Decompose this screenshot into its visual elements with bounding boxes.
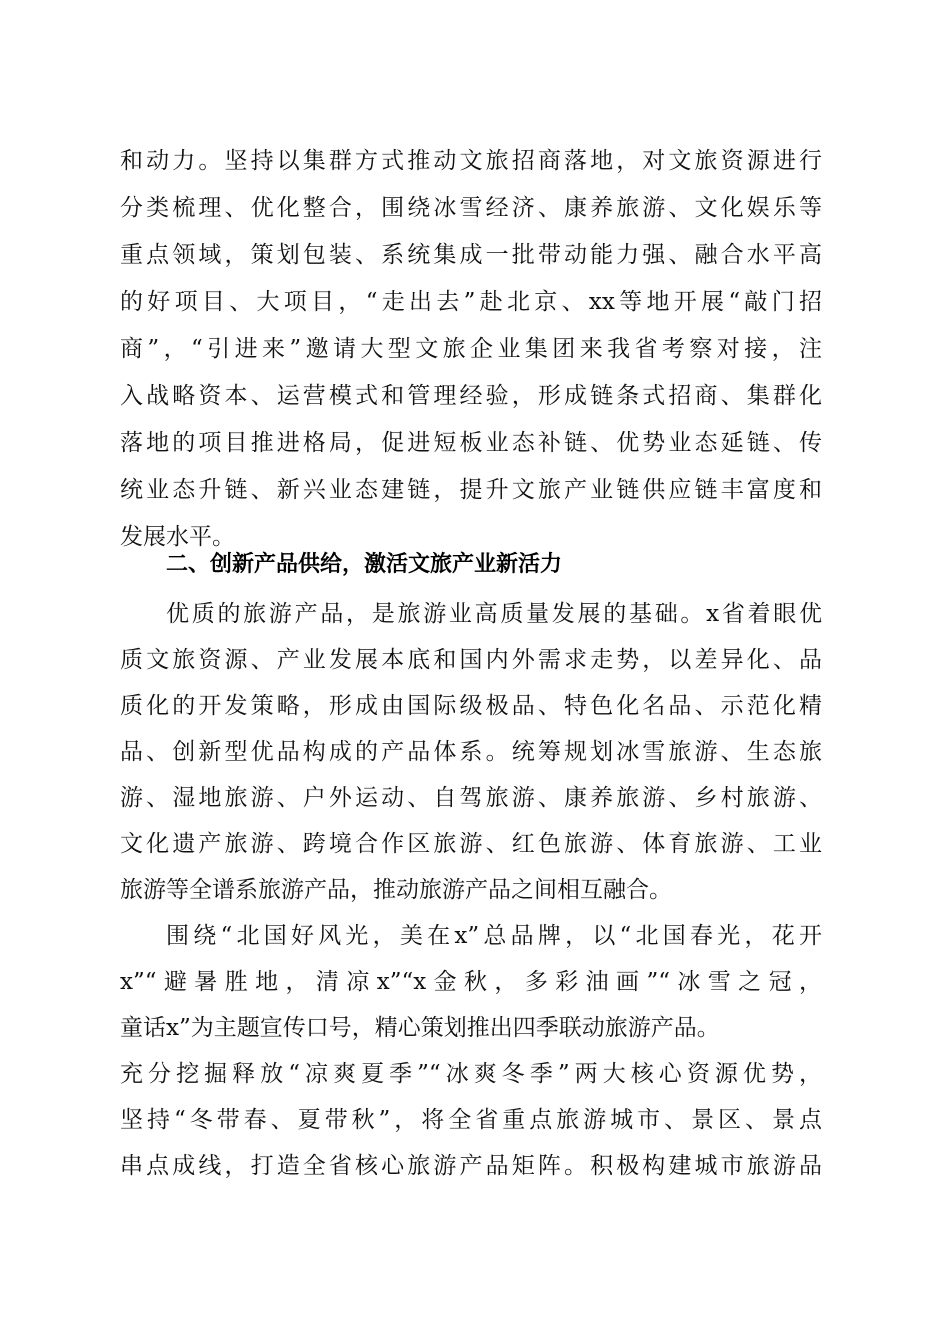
body-line-16: 文化遗产旅游、跨境合作区旅游、红色旅游、体育旅游、工业 bbox=[120, 831, 822, 857]
body-line-2: 分类梳理、优化整合，围绕冰雪经济、康养旅游、文化娱乐等 bbox=[120, 195, 822, 221]
body-line-4: 的好项目、大项目，“走出去”赴北京、xx等地开展“敲门招 bbox=[120, 289, 822, 315]
body-line-9: 发展水平。 bbox=[120, 524, 235, 550]
body-line-19: x”“避暑胜地，清凉x”“x金秋，多彩油画”“冰雪之冠， bbox=[120, 969, 822, 995]
body-line-11: 优质的旅游产品，是旅游业高质量发展的基础。x省着眼优 bbox=[166, 601, 822, 627]
body-line-3: 重点领域，策划包装、系统集成一批带动能力强、融合水平高 bbox=[120, 242, 822, 268]
body-line-1: 和动力。坚持以集群方式推动文旅招商落地，对文旅资源进行 bbox=[120, 148, 822, 174]
body-line-20: 童话x”为主题宣传口号，精心策划推出四季联动旅游产品。 bbox=[120, 1015, 720, 1041]
body-line-6: 入战略资本、运营模式和管理经验，形成链条式招商、集群化 bbox=[120, 383, 822, 409]
body-line-17: 旅游等全谱系旅游产品，推动旅游产品之间相互融合。 bbox=[120, 877, 672, 903]
section-heading: 二、创新产品供给，激活文旅产业新活力 bbox=[166, 552, 563, 577]
body-line-21: 充分挖掘释放“凉爽夏季”“冰爽冬季”两大核心资源优势， bbox=[120, 1061, 822, 1087]
body-line-18: 围绕“北国好风光，美在x”总品牌，以“北国春光，花开 bbox=[166, 923, 822, 949]
body-line-15: 游、湿地旅游、户外运动、自驾旅游、康养旅游、乡村旅游、 bbox=[120, 785, 822, 811]
body-line-22: 坚持“冬带春、夏带秋”，将全省重点旅游城市、景区、景点 bbox=[120, 1107, 822, 1133]
body-line-23: 串点成线，打造全省核心旅游产品矩阵。积极构建城市旅游品 bbox=[120, 1153, 822, 1179]
body-line-7: 落地的项目推进格局，促进短板业态补链、优势业态延链、传 bbox=[120, 430, 822, 456]
body-line-8: 统业态升链、新兴业态建链，提升文旅产业链供应链丰富度和 bbox=[120, 477, 822, 503]
body-line-5: 商”，“引进来”邀请大型文旅企业集团来我省考察对接，注 bbox=[120, 336, 822, 362]
body-line-14: 品、创新型优品构成的产品体系。统筹规划冰雪旅游、生态旅 bbox=[120, 739, 822, 765]
body-line-12: 质文旅资源、产业发展本底和国内外需求走势，以差异化、品 bbox=[120, 647, 822, 673]
body-line-13: 质化的开发策略，形成由国际级极品、特色化名品、示范化精 bbox=[120, 693, 822, 719]
